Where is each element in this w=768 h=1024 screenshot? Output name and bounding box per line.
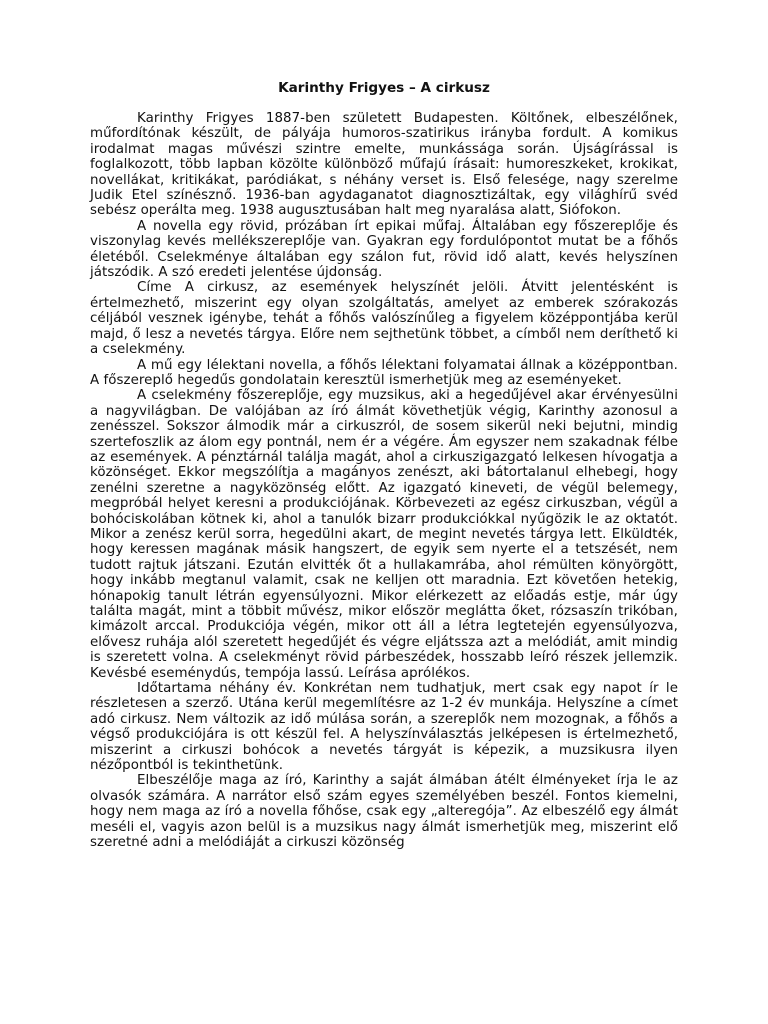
- paragraph-narrator: Elbeszélője maga az író, Karinthy a saját álmában átélt élményeket írja le az olvasók számára. A narrátor első szám egyes személyében beszél. Fontos kiemelni, hogy nem maga az író a novella főhőse, csak egy „alteregója”. Az elbeszélő egy álmát meséli el, vagyis azon belül is a muzsikus nagy álmát ismerhetjük meg, miszerint elő szeretné adni a melódiáját a cirkuszi közönség: [90, 773, 678, 851]
- paragraph-plot: A cselekmény főszereplője, egy muzsikus, aki a hegedűjével akar érvényesülni a nagyvilágban. De valójában az író álmát követhetjük végig, Karinthy azonosul a zenésszel. Sokszor álmodik már a cirkuszról, de sosem sikerül neki bejutni, mindig szertefoszlik az álom egy pontnál, nem ér a végére. Ám egyszer nem szakadnak félbe az események. A pénztárnál találja magát, ahol a cirkuszigazgató lelkesen hívogatja a közönséget. Ekkor megszólítja a magányos zenészt, aki bátortalanul elhebegi, hogy zenélni szeretne a nagyközönség előtt. Az igazgató kineveti, de végül belemegy, megpróbál helyet keresni a produkciójának. Körbevezeti az egész cirkuszban, végül a bohóciskolában kötnek ki, ahol a tanulók bizarr produkciókkal nyűgözik le az oktatót. Mikor a zenész kerül sorra, hegedülni akart, de megint nevetés tárgya lett. Elküldték, hogy keressen magának másik hangszert, de egyik sem nyerte el a tetszését, nem tudott rajtuk játszani. Ezután elvitték őt a hullakamrába, ahol rémülten könyörgött, hogy inkább megtanul valamit, csak ne kelljen ott maradnia. Ezt követően hetekig, hónapokig tanult létrán egyensúlyozni. Mikor elérkezett az előadás estje, már úgy találta magát, mint a többit művész, mikor először meglátta őket, rózsaszín trikóban, kimázolt arccal. Produkciója végén, mikor ott áll a létra legtetején egyensúlyozva, elővesz ruhája alól szeretett hegedűjét és végre eljátssza azt a melódiát, amit mindig is szeretett volna. A cselekményt rövid párbeszédek, hosszabb leíró részek jellemzik. Kevésbé eseménydús, tempója lassú. Leírása aprólékos.: [90, 388, 678, 681]
- paragraph-time-and-setting: Időtartama néhány év. Konkrétan nem tudhatjuk, mert csak egy napot ír le részletesen a szerző. Utána kerül megemlítésre az 1-2 év munkája. Helyszíne a címet adó cirkusz. Nem változik az idő múlása során, a szereplők nem mozognak, a főhős a végső produkciójára is ott készül fel. A helyszínválasztás jelképesen is értelmezhető, miszerint a cirkuszi bohócok a nevetés tárgyát is képezik, a muzsikusra ilyen nézőpontból is tekinthetünk.: [90, 681, 678, 774]
- document-title: Karinthy Frigyes – A cirkusz: [278, 80, 490, 96]
- paragraph-novella-definition: A novella egy rövid, prózában írt epikai műfaj. Általában egy főszereplője és viszonylag kevés mellékszereplője van. Gyakran egy fordulópontot mutat be a főhős életéből. Cselekménye általában egy szálon fut, rövid idő alatt, kevés helyszínen játszódik. A szó eredeti jelentése újdonság.: [90, 218, 678, 281]
- paragraph-biography: Karinthy Frigyes 1887-ben született Budapesten. Költőnek, elbeszélőnek, műfordítónak készült, de pályája humoros-szatirikus irányba fordult. A komikus irodalmat magas művészi szintre emelte, munkássága során. Újságírással is foglalkozott, több lapban közölte különböző műfajú írásait: humoreszkeket, krokikat, novellákat, kritikákat, paródiákat, s néhány verset is. Első felesége, nagy szerelme Judik Etel színésznő. 1936-ban agydaganatot diagnosztizáltak, egy világhírű svéd sebész operálta meg. 1938 augusztusában halt meg nyaralása alatt, Siófokon.: [90, 111, 678, 219]
- document-page: [90, 80, 678, 851]
- paragraph-title-meaning: Címe A cirkusz, az események helyszínét jelöli. Átvitt jelentésként is értelmezhető, miszerint egy olyan szolgáltatás, amelyet az emberek szórakozás céljából vesznek igénybe, tehát a főhős valószínűleg a figyelem középpontjába kerül majd, ő lesz a nevetés tárgya. Előre nem sejthetünk többet, a címből nem deríthető ki a cselekmény.: [90, 280, 678, 358]
- paragraph-psychological-novella: A mű egy lélektani novella, a főhős lélektani folyamatai állnak a középpontban. A főszereplő hegedűs gondolatain keresztül ismerhetjük meg az eseményeket.: [90, 357, 678, 388]
